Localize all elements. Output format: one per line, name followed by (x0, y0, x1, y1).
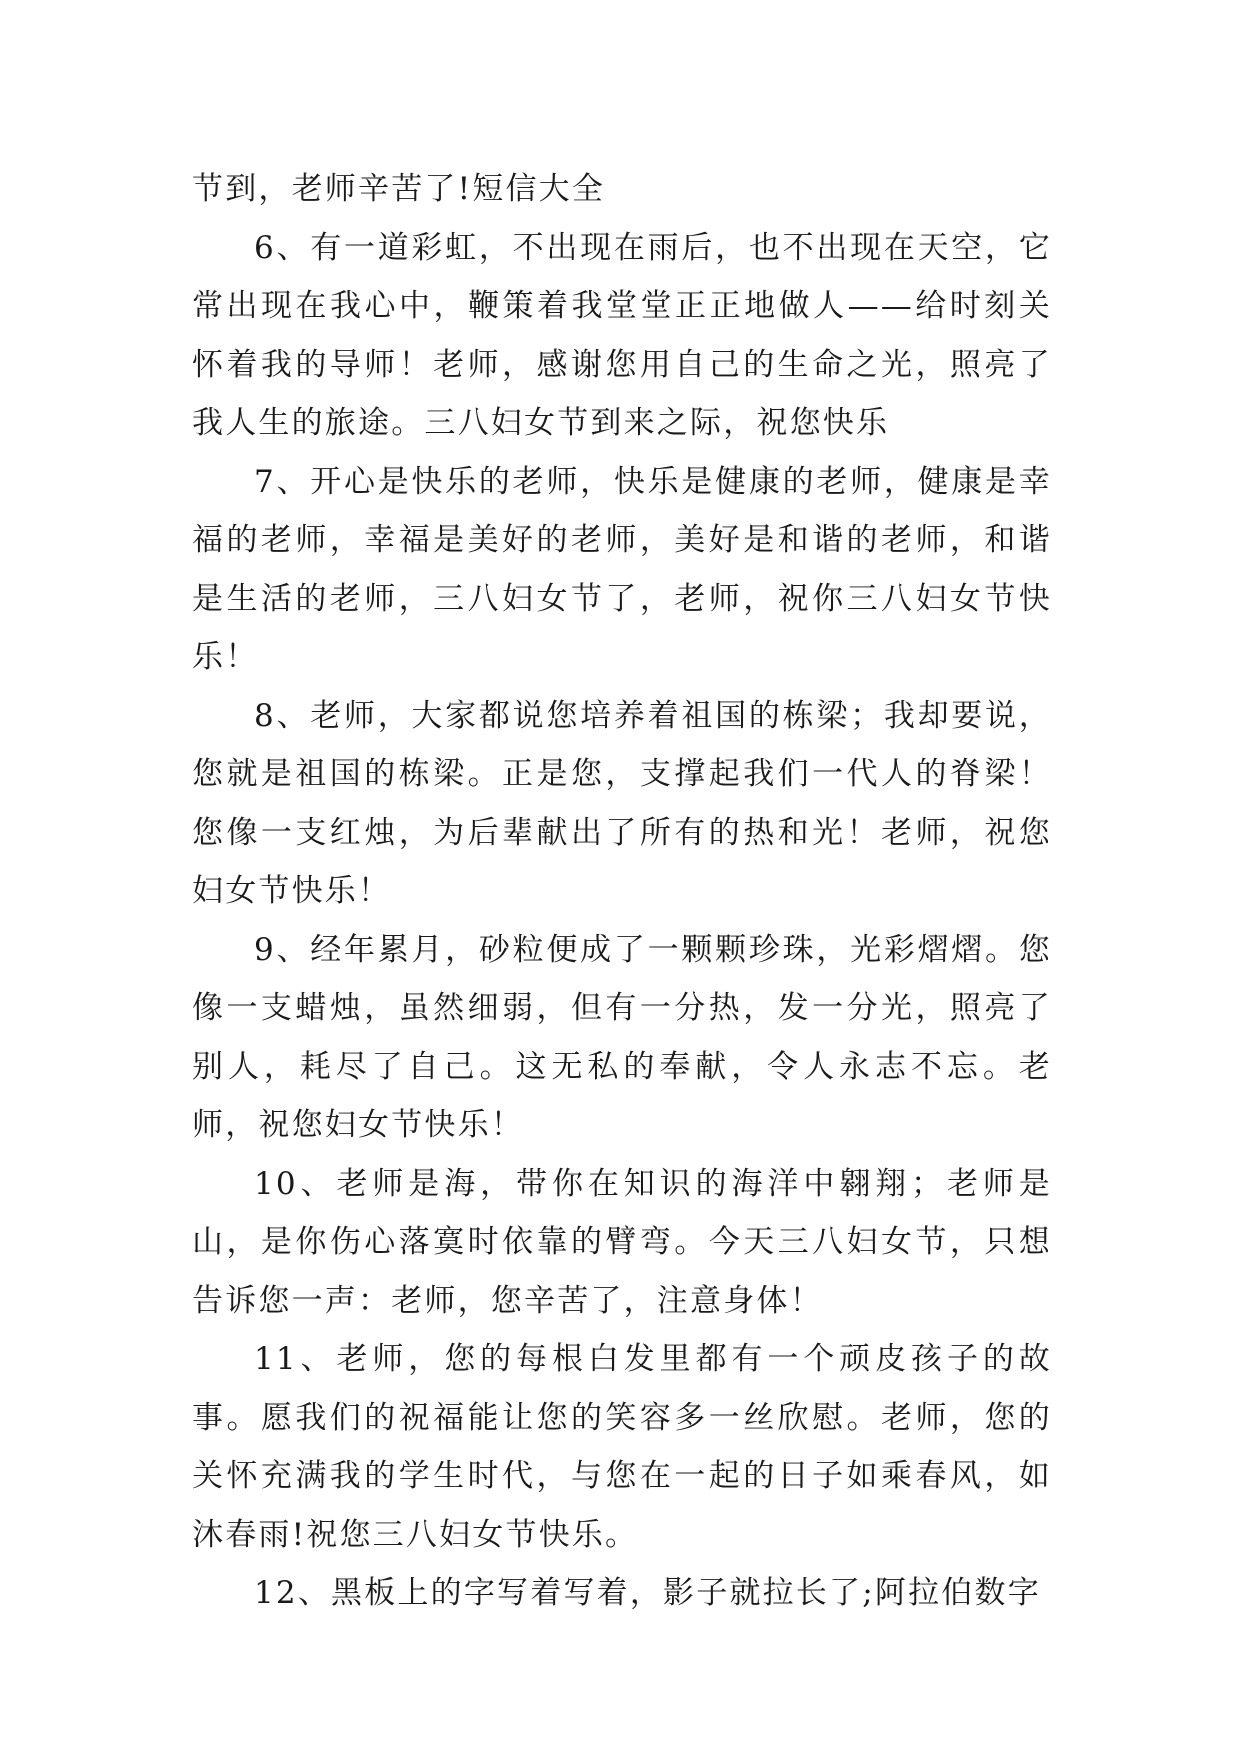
document-body (192, 160, 1052, 1623)
paragraph-item-10: 10、老师是海，带你在知识的海洋中翱翔；老师是山，是你伤心落寞时依靠的臂弯。今天三八妇女节，只想告诉您一声：老师，您辛苦了，注意身体！ (192, 1165, 1052, 1319)
paragraph-item-6: 6、有一道彩虹，不出现在雨后，也不出现在天空，它常出现在我心中，鞭策着我堂堂正正地做人——给时刻关怀着我的导师！老师，感谢您用自己的生命之光，照亮了我人生的旅途。三八妇女节到来之际，祝您快乐 (192, 229, 1052, 441)
paragraph-continuation: 节到，老师辛苦了!短信大全 (192, 171, 606, 207)
paragraph-item-7: 7、开心是快乐的老师，快乐是健康的老师，健康是幸福的老师，幸福是美好的老师，美好是和谐的老师，和谐是生活的老师，三八妇女节了，老师，祝你三八妇女节快乐！ (192, 463, 1052, 675)
paragraph-item-8: 8、老师，大家都说您培养着祖国的栋梁；我却要说，您就是祖国的栋梁。正是您，支撑起我们一代人的脊梁！您像一支红烛，为后辈献出了所有的热和光！老师，祝您妇女节快乐！ (192, 697, 1052, 909)
paragraph-item-9: 9、经年累月，砂粒便成了一颗颗珍珠，光彩熠熠。您像一支蜡烛，虽然细弱，但有一分热，发一分光，照亮了别人，耗尽了自己。这无私的奉献，令人永志不忘。老师，祝您妇女节快乐！ (192, 931, 1052, 1143)
paragraph-item-12: 12、黑板上的字写着写着，影子就拉长了;阿拉伯数字 (254, 1575, 1041, 1611)
paragraph-item-11: 11、老师，您的每根白发里都有一个顽皮孩子的故事。愿我们的祝福能让您的笑容多一丝欣慰。老师，您的关怀充满我的学生时代，与您在一起的日子如乘春风，如沐春雨!祝您三八妇女节快乐。 (192, 1341, 1052, 1553)
